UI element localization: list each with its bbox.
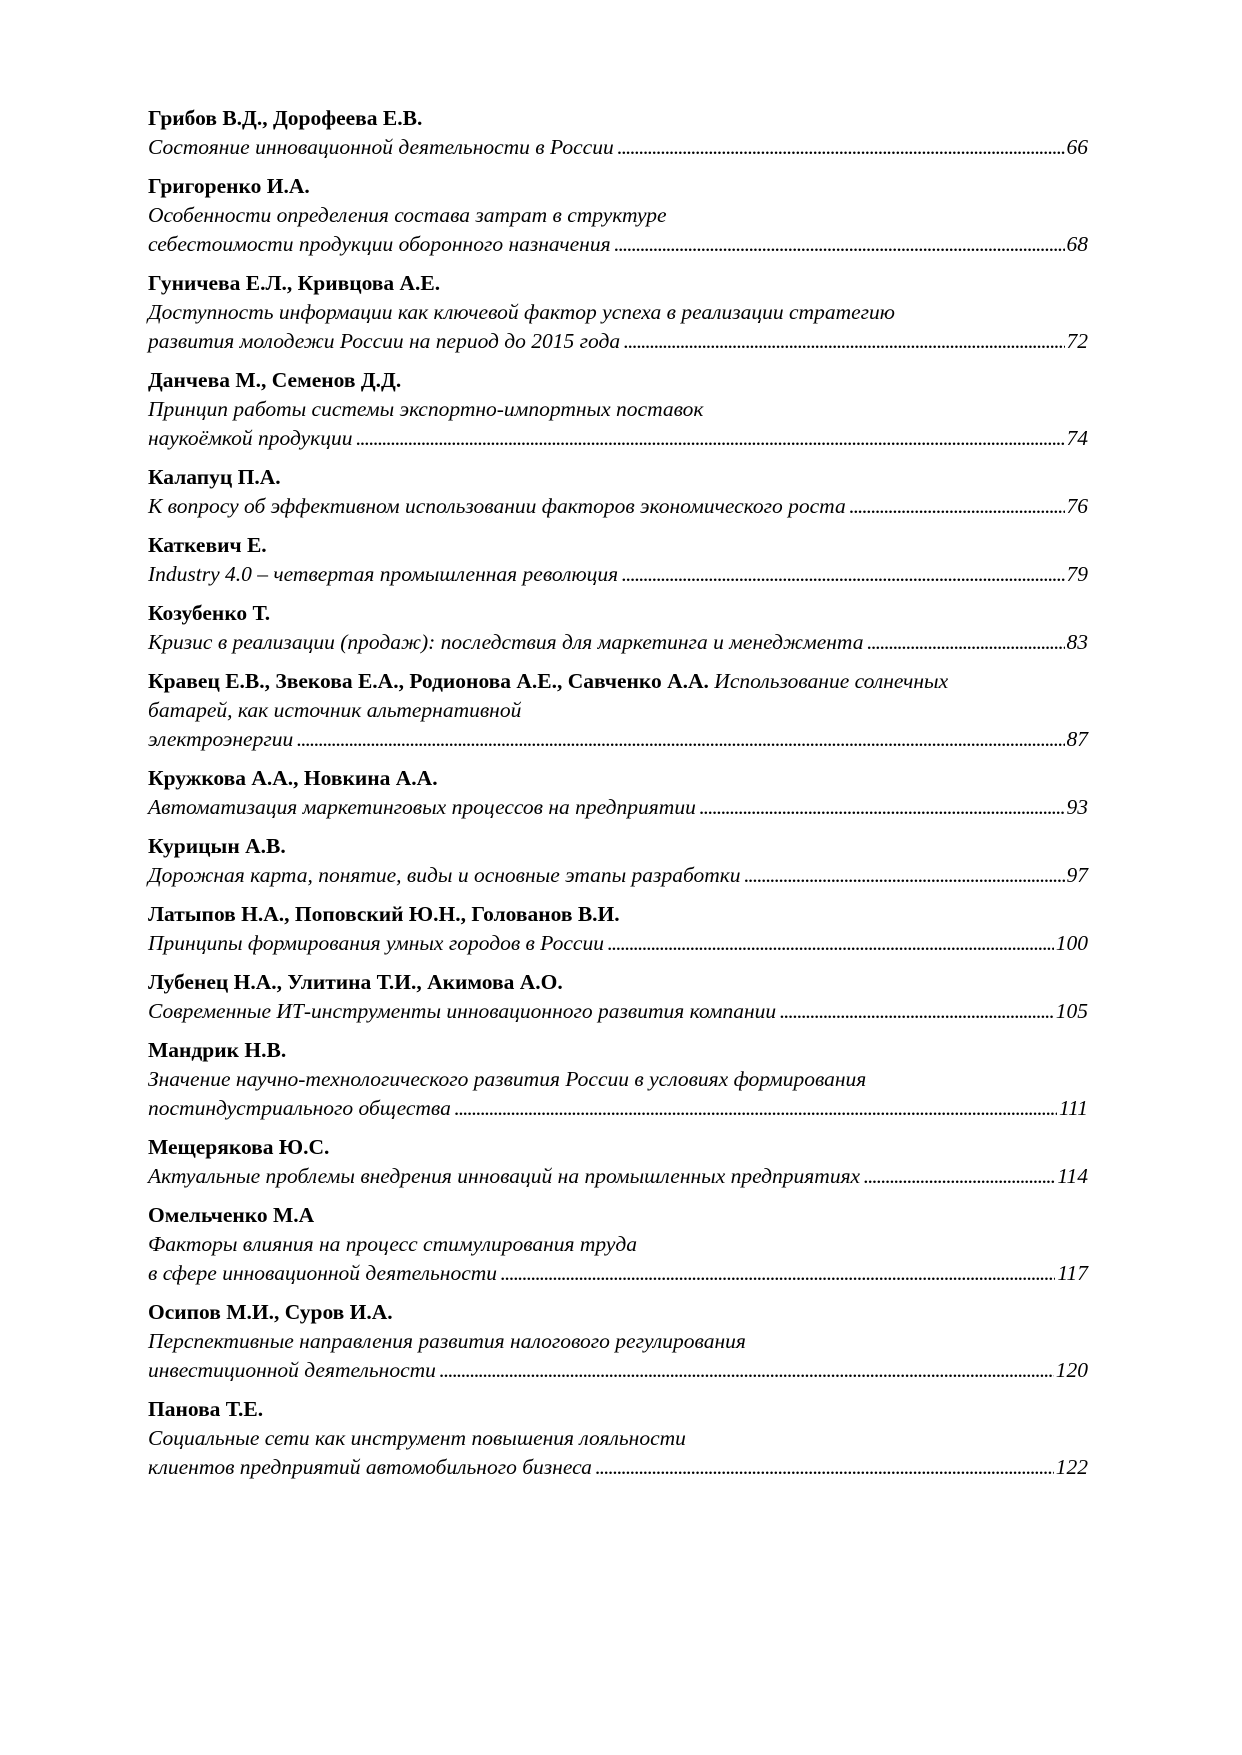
toc-entry-title: электроэнергии xyxy=(148,727,294,751)
toc-entry-authors: Мещерякова Ю.С. xyxy=(148,1135,330,1159)
toc-entry-page-number: 122 xyxy=(1055,1455,1088,1479)
toc-entry-title: Принцип работы системы экспортно-импортных поставок xyxy=(148,397,704,421)
toc-entry[interactable] xyxy=(148,667,1088,754)
toc-entry-title: Перспективные направления развития налогового регулирования xyxy=(148,1329,746,1353)
toc-entry-title: себестоимости продукции оборонного назначения xyxy=(148,232,611,256)
toc-entry-authors: Панова Т.Е. xyxy=(148,1397,264,1421)
dot-leader xyxy=(617,133,1065,162)
toc-entry-page-number: 111 xyxy=(1058,1096,1088,1120)
toc-entry-header xyxy=(148,599,1088,628)
dot-leader xyxy=(744,861,1065,890)
toc-entry[interactable] xyxy=(148,1395,1088,1482)
toc-entry[interactable] xyxy=(148,463,1088,521)
dot-leader xyxy=(439,1356,1054,1385)
toc-entry-title: развития молодежи России на период до 2015 года xyxy=(148,329,621,353)
dot-leader xyxy=(296,725,1064,754)
toc-entry-header xyxy=(148,1395,1088,1424)
toc-entry-title-line xyxy=(148,997,1088,1026)
toc-entry[interactable] xyxy=(148,1201,1088,1288)
toc-entry-authors: Козубенко Т. xyxy=(148,601,271,625)
toc-entry-page-number: 76 xyxy=(1066,494,1088,518)
table-of-contents xyxy=(148,104,1088,1492)
toc-entry[interactable] xyxy=(148,366,1088,453)
toc-entry-title: Актуальные проблемы внедрения инноваций на промышленных предприятиях xyxy=(148,1164,861,1188)
toc-entry-title-line xyxy=(148,133,1088,162)
dot-leader xyxy=(454,1094,1057,1123)
toc-entry-authors: Калапуц П.А. xyxy=(148,465,281,489)
toc-entry-header xyxy=(148,900,1088,929)
toc-entry-title: наукоёмкой продукции xyxy=(148,426,353,450)
toc-entry[interactable] xyxy=(148,1133,1088,1191)
toc-entry-title-line xyxy=(148,560,1088,589)
dot-leader xyxy=(849,492,1065,521)
toc-entry-title-line xyxy=(148,1094,1088,1123)
toc-entry-authors: Гуничева Е.Л., Кривцова А.Е. xyxy=(148,271,441,295)
toc-entry-header xyxy=(148,764,1088,793)
toc-entry-page-number: 114 xyxy=(1057,1164,1088,1188)
dot-leader xyxy=(500,1259,1055,1288)
toc-entry-title-line xyxy=(148,492,1088,521)
toc-entry-title: Дорожная карта, понятие, виды и основные этапы разработки xyxy=(148,863,741,887)
toc-entry-page-number: 87 xyxy=(1066,727,1088,751)
toc-entry-title-line xyxy=(148,725,1088,754)
toc-entry-title-line xyxy=(148,1453,1088,1482)
toc-entry[interactable] xyxy=(148,1298,1088,1385)
toc-entry-header xyxy=(148,1201,1088,1230)
toc-entry-authors: Лубенец Н.А., Улитина Т.И., Акимова А.О. xyxy=(148,970,563,994)
toc-entry-authors: Латыпов Н.А., Поповский Ю.Н., Голованов В.И. xyxy=(148,902,620,926)
toc-entry[interactable] xyxy=(148,900,1088,958)
toc-entry-title: Значение научно-технологического развития России в условиях формирования xyxy=(148,1067,867,1091)
toc-entry-page-number: 72 xyxy=(1066,329,1088,353)
dot-leader xyxy=(621,560,1064,589)
toc-entry-title: Особенности определения состава затрат в структуре xyxy=(148,203,667,227)
toc-entry-authors: Каткевич Е. xyxy=(148,533,267,557)
toc-entry-page-number: 79 xyxy=(1066,562,1088,586)
toc-entry[interactable] xyxy=(148,832,1088,890)
toc-entry-authors: Грибов В.Д., Дорофеева Е.В. xyxy=(148,106,423,130)
toc-entry-authors: Кружкова А.А., Новкина А.А. xyxy=(148,766,438,790)
toc-entry-authors: Григоренко И.А. xyxy=(148,174,310,198)
toc-entry-header xyxy=(148,1133,1088,1162)
toc-entry-title-line xyxy=(148,1259,1088,1288)
toc-entry-title-line xyxy=(148,327,1088,356)
toc-entry[interactable] xyxy=(148,1036,1088,1123)
dot-leader xyxy=(614,230,1065,259)
dot-leader xyxy=(623,327,1064,356)
dot-leader xyxy=(779,997,1054,1026)
toc-entry-header xyxy=(148,172,1088,201)
dot-leader xyxy=(866,628,1064,657)
toc-entry-page-number: 117 xyxy=(1057,1261,1088,1285)
toc-entry-header xyxy=(148,1036,1088,1065)
dot-leader xyxy=(863,1162,1055,1191)
toc-entry-title: Принципы формирования умных городов в России xyxy=(148,931,604,955)
toc-entry-title: Кризис в реализации (продаж): последствия для маркетинга и менеджмента xyxy=(148,630,864,654)
toc-entry-authors: Мандрик Н.В. xyxy=(148,1038,287,1062)
toc-entry[interactable] xyxy=(148,269,1088,356)
toc-entry-title: Industry 4.0 – четвертая промышленная революция xyxy=(148,562,619,586)
toc-entry-title-line xyxy=(148,1356,1088,1385)
toc-entry-title: Социальные сети как инструмент повышения лояльности xyxy=(148,1426,686,1450)
toc-entry-title-line xyxy=(148,424,1088,453)
toc-entry-title: Современные ИТ-инструменты инновационного развития компании xyxy=(148,999,777,1023)
toc-entry-title: клиентов предприятий автомобильного бизнеса xyxy=(148,1455,592,1479)
toc-entry-title-line xyxy=(148,1162,1088,1191)
toc-entry-header xyxy=(148,104,1088,133)
toc-entry-title-line xyxy=(148,929,1088,958)
toc-entry-title-line xyxy=(148,861,1088,890)
toc-entry-page-number: 68 xyxy=(1066,232,1088,256)
toc-entry-page-number: 66 xyxy=(1066,135,1088,159)
toc-entry[interactable] xyxy=(148,764,1088,822)
toc-entry[interactable] xyxy=(148,172,1088,259)
toc-entry-authors: Омельченко М.А xyxy=(148,1203,315,1227)
toc-entry-header xyxy=(148,667,1088,696)
toc-entry-page-number: 93 xyxy=(1066,795,1088,819)
toc-entry-title: в сфере инновационной деятельности xyxy=(148,1261,498,1285)
toc-entry[interactable] xyxy=(148,968,1088,1026)
toc-entry-page-number: 100 xyxy=(1055,931,1088,955)
toc-entry-header xyxy=(148,463,1088,492)
toc-entry-title-line xyxy=(148,793,1088,822)
toc-entry-title: батарей, как источник альтернативной xyxy=(148,698,522,722)
toc-entry-title: Использование солнечных xyxy=(714,669,949,693)
toc-entry-header xyxy=(148,832,1088,861)
toc-entry-page-number: 105 xyxy=(1055,999,1088,1023)
dot-leader xyxy=(355,424,1064,453)
toc-entry-title: Состояние инновационной деятельности в России xyxy=(148,135,614,159)
toc-entry-title: инвестиционной деятельности xyxy=(148,1358,436,1382)
dot-leader xyxy=(607,929,1054,958)
toc-entry-title: Факторы влияния на процесс стимулирования труда xyxy=(148,1232,638,1256)
toc-entry-page-number: 97 xyxy=(1066,863,1088,887)
toc-entry-title-line xyxy=(148,628,1088,657)
toc-entry-title: К вопросу об эффективном использовании факторов экономического роста xyxy=(148,494,846,518)
toc-entry-header xyxy=(148,269,1088,298)
toc-entry-header xyxy=(148,366,1088,395)
toc-entry[interactable] xyxy=(148,599,1088,657)
toc-entry-title: Доступность информации как ключевой фактор успеха в реализации стратегию xyxy=(148,300,895,324)
toc-entry-header xyxy=(148,1298,1088,1327)
toc-entry-page-number: 120 xyxy=(1055,1358,1088,1382)
toc-entry-title: Автоматизация маркетинговых процессов на предприятии xyxy=(148,795,696,819)
toc-entry-page-number: 74 xyxy=(1066,426,1088,450)
toc-entry[interactable] xyxy=(148,104,1088,162)
toc-entry-title-line xyxy=(148,230,1088,259)
toc-entry-page-number: 83 xyxy=(1066,630,1088,654)
toc-entry-header xyxy=(148,531,1088,560)
toc-entry-authors: Кравец Е.В., Звекова Е.А., Родионова А.Е., Савченко А.А. xyxy=(148,669,709,693)
toc-entry-authors: Курицын А.В. xyxy=(148,834,286,858)
toc-entry-authors: Осипов М.И., Суров И.А. xyxy=(148,1300,393,1324)
toc-entry-header xyxy=(148,968,1088,997)
dot-leader xyxy=(699,793,1065,822)
toc-entry-title: постиндустриального общества xyxy=(148,1096,451,1120)
toc-entry[interactable] xyxy=(148,531,1088,589)
dot-leader xyxy=(595,1453,1054,1482)
toc-entry-authors: Данчева М., Семенов Д.Д. xyxy=(148,368,402,392)
